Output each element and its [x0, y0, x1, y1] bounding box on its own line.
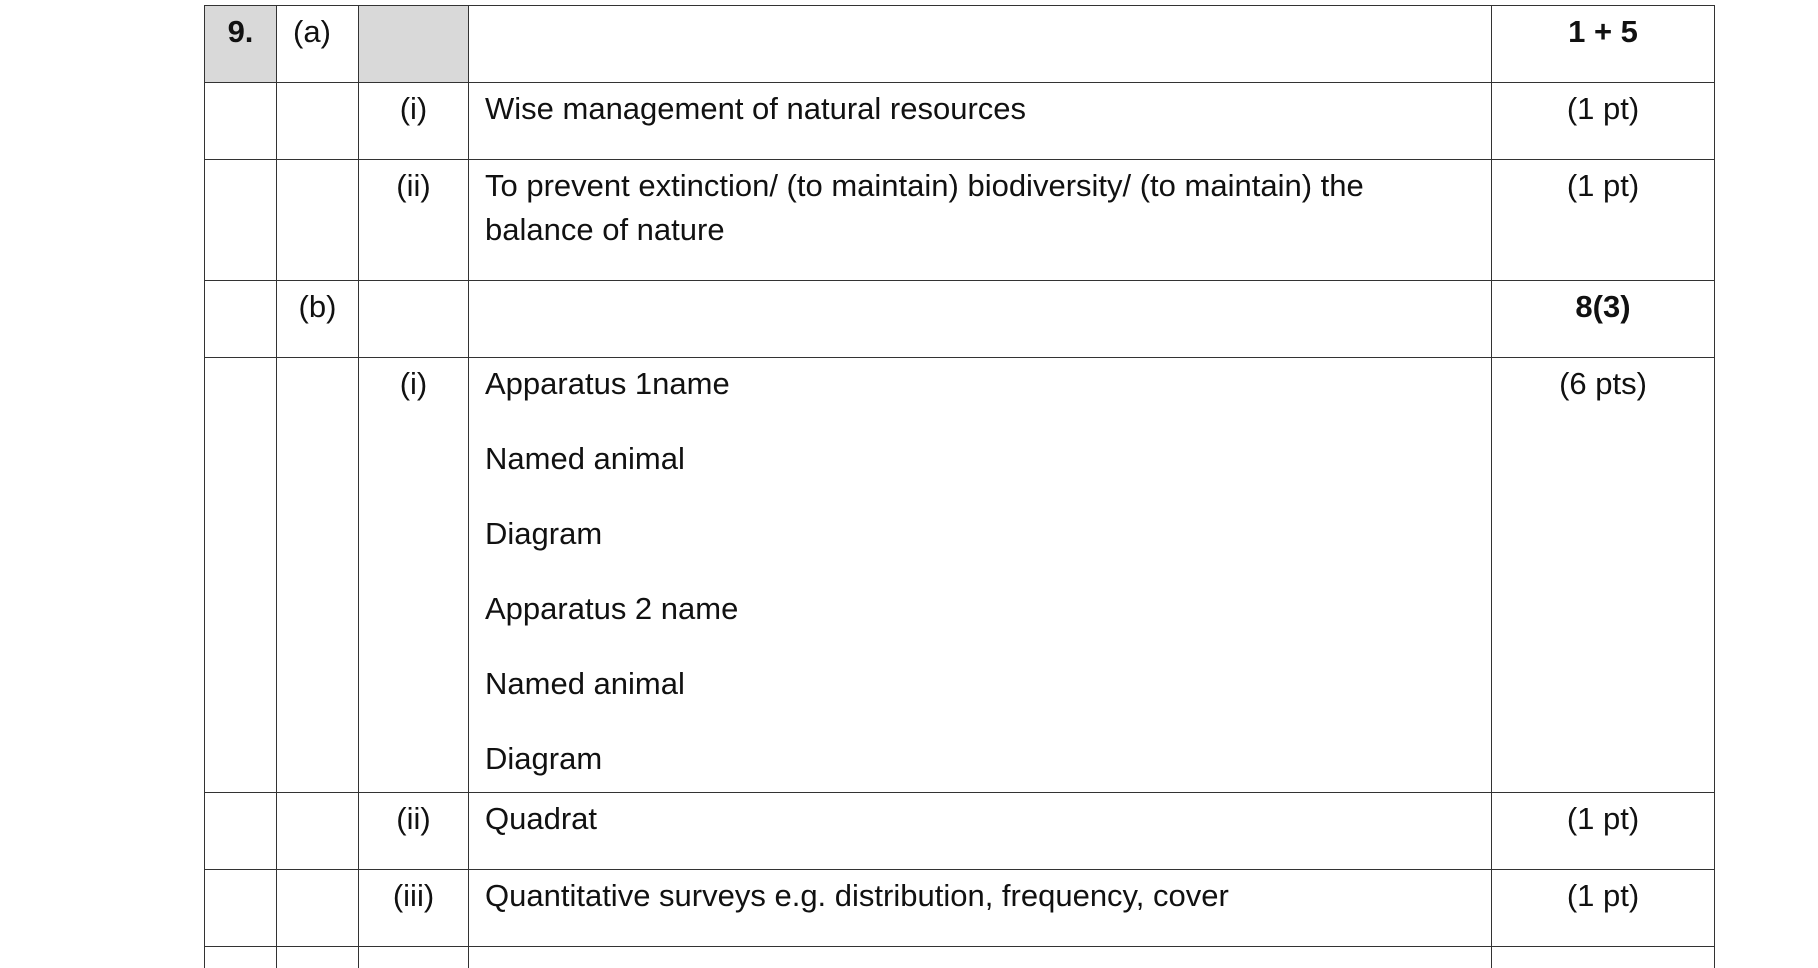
empty-cell	[277, 793, 359, 870]
answer-text: Wise management of natural resources	[469, 83, 1492, 160]
empty-cell	[205, 793, 277, 870]
sub-label: (i)	[359, 358, 469, 793]
empty-cell	[359, 281, 469, 358]
empty-cell	[1492, 947, 1715, 968]
answer-text: Quantitative surveys e.g. distribution, frequency, cover	[469, 870, 1492, 947]
empty-cell	[277, 947, 359, 968]
mark-scheme-table	[204, 5, 1715, 968]
table-row	[205, 358, 1715, 793]
part-a-total-marks: 1 + 5	[1492, 6, 1715, 83]
empty-cell	[205, 281, 277, 358]
marks-value: (6 pts)	[1492, 358, 1715, 793]
empty-cell	[277, 358, 359, 793]
part-b-label: (b)	[277, 281, 359, 358]
answer-text: Quadrat	[469, 793, 1492, 870]
empty-cell	[469, 947, 1492, 968]
question-number: 9.	[205, 6, 277, 83]
answer-line: Named animal	[485, 666, 685, 701]
empty-cell	[205, 160, 277, 281]
empty-cell	[205, 358, 277, 793]
empty-cell	[359, 947, 469, 968]
marks-value: (1 pt)	[1492, 83, 1715, 160]
answer-line: Diagram	[485, 516, 603, 551]
empty-cell	[277, 870, 359, 947]
shaded-cell	[359, 6, 469, 83]
answer-list	[469, 358, 1492, 793]
answer-line: Diagram	[485, 741, 603, 776]
empty-answer-cell	[469, 281, 1492, 358]
empty-answer-cell	[469, 6, 1492, 83]
table-row	[205, 870, 1715, 947]
table-row	[205, 160, 1715, 281]
mark-scheme-table-wrapper	[204, 5, 1714, 968]
sub-label: (ii)	[359, 160, 469, 281]
empty-cell	[205, 83, 277, 160]
empty-cell	[205, 947, 277, 968]
table-row	[205, 83, 1715, 160]
part-b-total-marks: 8(3)	[1492, 281, 1715, 358]
answer-line: Named animal	[485, 441, 685, 476]
answer-line: Apparatus 1name	[485, 366, 730, 401]
answer-line: Apparatus 2 name	[485, 591, 739, 626]
empty-cell	[277, 83, 359, 160]
answer-text: To prevent extinction/ (to maintain) biodiversity/ (to maintain) the balance of nature	[469, 160, 1492, 281]
empty-cell	[277, 160, 359, 281]
table-row	[205, 793, 1715, 870]
sub-label: (i)	[359, 83, 469, 160]
question-header-row	[205, 6, 1715, 83]
part-b-header-row	[205, 281, 1715, 358]
table-row-partial	[205, 947, 1715, 968]
part-a-label: (a)	[277, 6, 359, 83]
sub-label: (ii)	[359, 793, 469, 870]
sub-label: (iii)	[359, 870, 469, 947]
marks-value: (1 pt)	[1492, 160, 1715, 281]
empty-cell	[205, 870, 277, 947]
marks-value: (1 pt)	[1492, 870, 1715, 947]
marks-value: (1 pt)	[1492, 793, 1715, 870]
